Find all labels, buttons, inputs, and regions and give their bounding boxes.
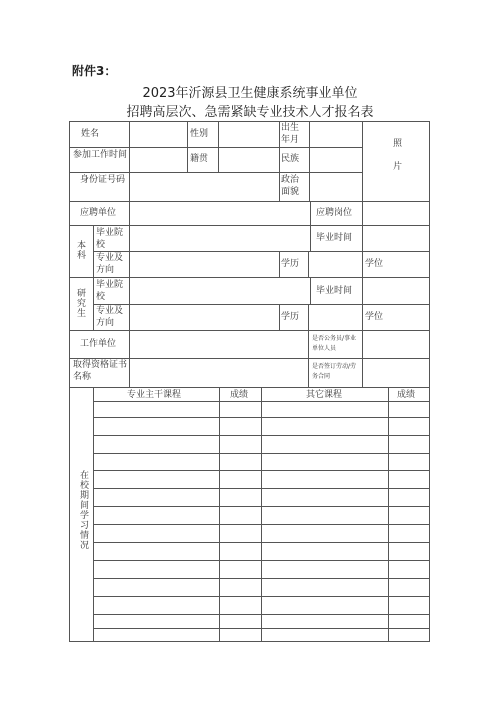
undergrad-education-label: 学历 — [281, 259, 300, 269]
apply-unit-label: 应聘单位 — [80, 208, 117, 218]
score-header-2: 成绩 — [397, 390, 416, 400]
work-start-label: 参加工作时间 — [73, 150, 128, 160]
score-header-1: 成绩 — [230, 390, 249, 400]
graduate-major-label: 专业及方向 — [96, 306, 124, 328]
id-card-label: 身份证号码 — [80, 175, 126, 185]
graduate-education-label: 学历 — [281, 312, 300, 322]
study-situation-label: 在校期间学习情况 — [78, 470, 88, 550]
graduate-time-label: 毕业时间 — [316, 286, 353, 296]
major-courses-header: 专业主干课程 — [127, 390, 182, 400]
undergrad-label: 本科 — [75, 240, 85, 260]
gender-label: 性别 — [190, 129, 209, 139]
undergrad-school-label: 毕业院校 — [96, 228, 124, 250]
certificate-label: 取得资格证书名称 — [73, 360, 128, 382]
form-title-line-1: 2023年沂源县卫生健康系统事业单位 — [142, 86, 358, 101]
apply-post-label: 应聘岗位 — [316, 208, 353, 218]
photo-label: 照片 — [391, 138, 401, 184]
political-label: 政治面貌 — [281, 175, 300, 197]
civil-servant-label: 是否公务员/事业单位人员 — [312, 335, 357, 352]
contract-label: 是否签订劳动/劳务合同 — [312, 363, 357, 380]
undergrad-time-label: 毕业时间 — [316, 233, 353, 243]
other-courses-header: 其它课程 — [306, 390, 343, 400]
undergrad-major-label: 专业及方向 — [96, 253, 124, 275]
graduate-degree-label: 学位 — [365, 312, 384, 322]
name-label: 姓名 — [81, 129, 100, 139]
graduate-school-label: 毕业院校 — [96, 280, 124, 302]
ethnic-label: 民族 — [281, 154, 300, 164]
attachment-label: 附件3： — [72, 64, 117, 78]
graduate-label: 研究生 — [75, 288, 85, 318]
native-label: 籍贯 — [190, 154, 209, 164]
work-unit-label: 工作单位 — [80, 339, 117, 349]
undergrad-degree-label: 学位 — [365, 259, 384, 269]
birth-label: 出生年月 — [281, 123, 300, 145]
form-title-line-2: 招聘高层次、急需紧缺专业技术人才报名表 — [126, 105, 374, 120]
